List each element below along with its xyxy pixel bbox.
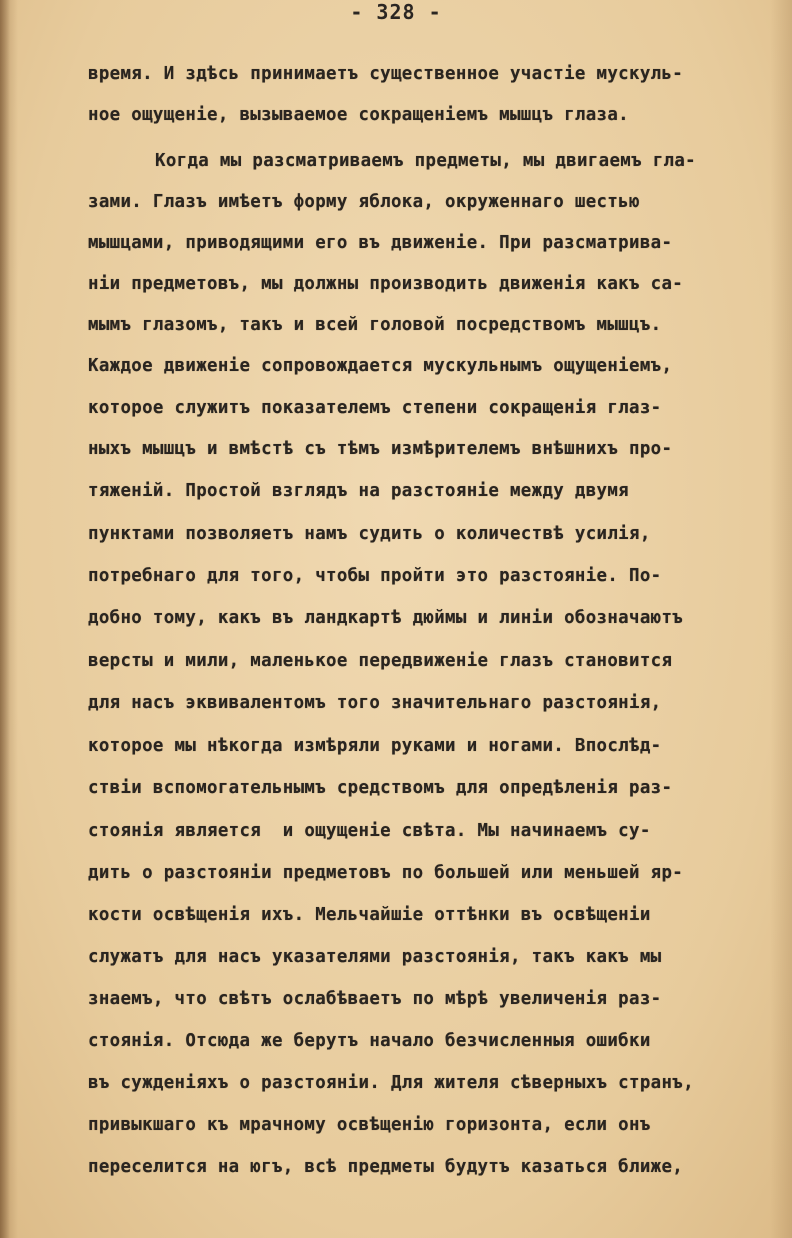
text-line: знаемъ, что свѣтъ ослабѣваетъ по мѣрѣ увеличенія раз-	[88, 989, 662, 1009]
text-line: тяженій. Простой взглядъ на разстояніе между двумя	[88, 481, 630, 501]
text-line: стоянія. Отсюда же берутъ начало безчисленныя ошибки	[88, 1031, 651, 1051]
page-number: - 328 -	[350, 0, 442, 24]
text-line: ныхъ мышцъ и вмѣстѣ съ тѣмъ измѣрителемъ внѣшнихъ про-	[88, 439, 673, 459]
text-line: время. И здѣсь принимаетъ существенное участіе мускуль-	[88, 64, 684, 84]
text-line: добно тому, какъ въ ландкартѣ дюймы и линіи обозначаютъ	[88, 608, 684, 628]
text-line: переселится на югъ, всѣ предметы будутъ казаться ближе,	[88, 1157, 684, 1177]
text-line: потребнаго для того, чтобы пройти это разстояніе. По-	[88, 566, 662, 586]
text-line: кости освѣщенія ихъ. Мельчайшіе оттѣнки въ освѣщеніи	[88, 905, 651, 925]
text-line: ствіи вспомогательнымъ средствомъ для опредѣленія раз-	[88, 778, 673, 798]
text-line: ное ощущеніе, вызываемое сокращеніемъ мышцъ глаза.	[88, 105, 630, 125]
text-line: которое служитъ показателемъ степени сокращенія глаз-	[88, 398, 662, 418]
text-line: мышцами, приводящими его въ движеніе. При разсматрива-	[88, 233, 673, 253]
text-line: ніи предметовъ, мы должны производить движенія какъ са-	[88, 274, 684, 294]
text-line: дить о разстояніи предметовъ по большей или меньшей яр-	[88, 863, 684, 883]
text-line: пунктами позволяетъ намъ судить о количествѣ усилія,	[88, 524, 651, 544]
text-line: которое мы нѣкогда измѣряли руками и ногами. Впослѣд-	[88, 736, 662, 756]
page-edge-shadow	[0, 0, 10, 1238]
text-line: Когда мы разсматриваемъ предметы, мы двигаемъ гла-	[155, 151, 697, 171]
text-line: служатъ для насъ указателями разстоянія, такъ какъ мы	[88, 947, 662, 967]
text-line: мымъ глазомъ, такъ и всей головой посредствомъ мышцъ.	[88, 315, 662, 335]
text-line: для насъ эквивалентомъ того значительнаго разстоянія,	[88, 693, 662, 713]
text-line: Каждое движеніе сопровождается мускульнымъ ощущеніемъ,	[88, 356, 673, 376]
text-line: версты и мили, маленькое передвиженіе глазъ становится	[88, 651, 673, 671]
text-line: стоянія является и ощущеніе свѣта. Мы начинаемъ су-	[88, 821, 651, 841]
text-line: зами. Глазъ имѣетъ форму яблока, окруженнаго шестью	[88, 192, 640, 212]
text-line: привыкшаго къ мрачному освѣщенію горизонта, если онъ	[88, 1115, 651, 1135]
text-line: въ сужденіяхъ о разстояніи. Для жителя сѣверныхъ странъ,	[88, 1073, 694, 1093]
